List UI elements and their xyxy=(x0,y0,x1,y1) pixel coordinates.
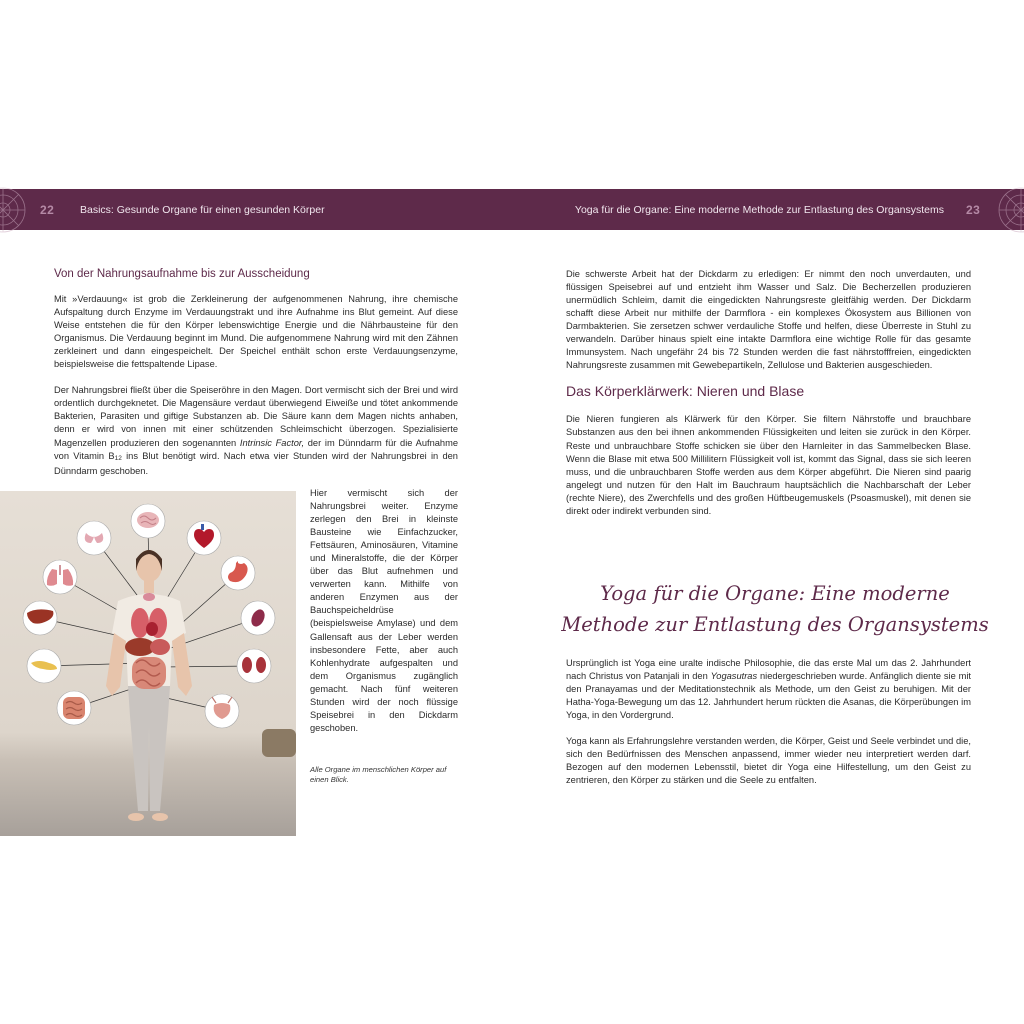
spleen-icon xyxy=(241,601,275,635)
right-section-heading: Das Körperklärwerk: Nieren und Blase xyxy=(566,383,805,400)
left-section-heading: Von der Nahrungsaufnahme bis zur Ausscheidung xyxy=(54,268,310,280)
chapter-title xyxy=(545,578,1005,640)
chapter-title-line-1: Yoga für die Organe: Eine moderne xyxy=(600,582,950,605)
right-lower-column xyxy=(566,657,971,800)
left-page-number: 22 xyxy=(40,203,55,217)
right-paragraph-4: Yoga kann als Erfahrungslehre verstanden werden, die Körper, Geist und Seele verbindet und die, sich den Bedürfnissen des Menschen anpassend, immer wieder neu interpretiert werden darf. Bezogen auf den modernen Lebensstil, bietet dir Yoga eine Hilfestellung, um den Geist zu zentrieren, den Körper zu stärken und die Seele zu entfalten. xyxy=(566,736,971,786)
left-paragraph-1: Mit »Verdauung« ist grob die Zerkleinerung der aufgenommenen Nahrung, ihre chemische Aufspaltung durch Enzyme im Verdauungstrakt und ihre Aufnahme ins Blut gemeint. Auf diese Weise entstehen die für den Körper lebenswichtige Energie und die Nährbausteine für den Organismus. Die Verdauung beginnt im Mund. Die aufgenommene Nahrung wird mit den Zähnen zerkleinert und dann eingespeichelt. Der Speichel enthält schon erste Verdauungsenzyme, beispielsweise die fettspaltende Lipase. xyxy=(54,294,458,370)
bladder-icon xyxy=(205,694,239,728)
right-running-title: Yoga für die Organe: Eine moderne Methode zur Entlastung des Organsystems xyxy=(574,204,944,216)
right-paragraph-3: Ursprünglich ist Yoga eine uralte indische Philosophie, die das erste Mal um das 2. Jahrhundert nach Christus von Patanjali in den Yogasutras niedergeschrieben wurde. Anfänglich diente sie mit den Pranayamas und der Meditationstechnik als Methode, um den Geist zu beruhigen. Mit der Hatha-Yoga-Bewegung um das 12. Jahrhundert herum rückten die Asanas, die Körperübungen im Yoga, in den Vordergrund. xyxy=(566,658,971,721)
left-main-column xyxy=(54,268,458,491)
left-side-paragraph: Hier vermischt sich der Nahrungsbrei weiter. Enzyme zerlegen den Brei in kleinste Bausteine wie Einfachzucker, Fettsäuren, Aminosäuren, Vitamine und Mineralstoffe, die der Körper über das Blut aufnehmen und verwerten kann. Mithilfe von anderen Enzymen aus der Bauchspeicheldrüse (beispielsweise Amylase) und dem Gallensaft aus der Leber werden insbesondere Fette, aber auch Kohlenhydrate aufgespalten und dem Organismus zugänglich gemacht. Nach fünf weiteren Stunden wird der noch flüssige Speisebrei in den Dickdarm geschoben. xyxy=(310,488,458,733)
right-page-number: 23 xyxy=(966,203,981,217)
right-main-column xyxy=(566,268,971,531)
intestine-icon xyxy=(57,691,91,725)
woman-figure xyxy=(106,550,192,821)
header-band xyxy=(0,189,1024,230)
brain-icon xyxy=(131,504,165,538)
kidneys-icon xyxy=(237,649,271,683)
right-paragraph-2: Die Nieren fungieren als Klärwerk für den Körper. Sie filtern Nährstoffe und brauchbare Substanzen aus den bei ihnen ankommenden Flüssigkeiten und leiten sie zurück in den Körper. Reste und unbrauchbare Stoffe schicken sie über den Harnleiter in das Sammelbecken Blase. Wenn die Blase mit etwa 500 Millilitern Flüssigkeit voll ist, kommt das Signal, dass sie sich leeren muss, und die unbrauchbaren Stoffe werden aus dem Körper abgeführt. Die Nieren sind paarig angelegt und nutzen für den Halt im Bauchraum hauptsächlich die Nachbarschaft der Leber (rechte Niere), des Zwerchfells und des großen Hüftbeugemuskels (Psoasmuskel), mit denen sie direkt oder indirekt verbunden sind. xyxy=(566,414,971,516)
mandala-ornament-right-icon xyxy=(996,185,1024,235)
photo-caption: Alle Organe im menschlichen Körper auf einen Blick. xyxy=(310,765,447,784)
chapter-title-line-2: Methode zur Entlastung des Organsystems xyxy=(561,613,989,636)
liver-icon xyxy=(23,601,57,635)
pancreas-icon xyxy=(27,649,61,683)
left-running-title: Basics: Gesunde Organe für einen gesunden Körper xyxy=(80,204,325,216)
lungs-icon xyxy=(43,560,77,594)
organ-body-photo xyxy=(0,491,296,836)
stomach-icon xyxy=(221,556,255,590)
right-paragraph-1: Die schwerste Arbeit hat der Dickdarm zu erledigen: Er nimmt den noch unverdauten, und flüssigen Speisebrei auf und entzieht ihm Wasser und Salz. Die Becherzellen produzieren unermüdlich Schleim, damit die eingedickten Nahrungsreste gleitfähig werden. Der Dickdarm schafft diese Arbeit nur mithilfe der Darmflora - ein komplexes Ökosystem aus Billionen von Darmbakterien. Sie zersetzen schwer verdauliche Stoffe und helfen, diese Überreste in Stuhl zu verwandeln. Darüber hinaus spielt eine intakte Darmflora eine wichtige Rolle für das gesamte Immunsystem. Nach ungefähr 24 bis 72 Stunden werden die fast nährstofffreien, eingedickten Nahrungsreste zusammen mit Gewebepartikeln, Zellulose und Bakterien ausgeschieden. xyxy=(566,269,971,371)
thyroid-icon xyxy=(77,521,111,555)
organ-diagram xyxy=(0,491,296,836)
mandala-ornament-left-icon xyxy=(0,185,28,235)
heart-icon xyxy=(187,521,221,555)
left-side-column xyxy=(310,487,458,748)
left-paragraph-2: Der Nahrungsbrei fließt über die Speiseröhre in den Magen. Dort vermischt sich der Brei und wird ordentlich durchgeknetet. Die Magensäure verdaut überwiegend Eiweiße und tötet ankommende Bakterien, Parasiten und giftige Substanzen ab. Die Säure kann dem Magen nichts anhaben, denn er wird von innen mit einer schützenden Schleimschicht überzogen. Spezialisierte Magenzellen produzieren den sogenannten Intrinsic Factor, der im Dünndarm für die Aufnahme von Vitamin $B_{12}$ ins Blut benötigt wird. Nach etwa vier Stunden wird der Nahrungsbrei in den Dünndarm geschoben. xyxy=(54,385,459,476)
